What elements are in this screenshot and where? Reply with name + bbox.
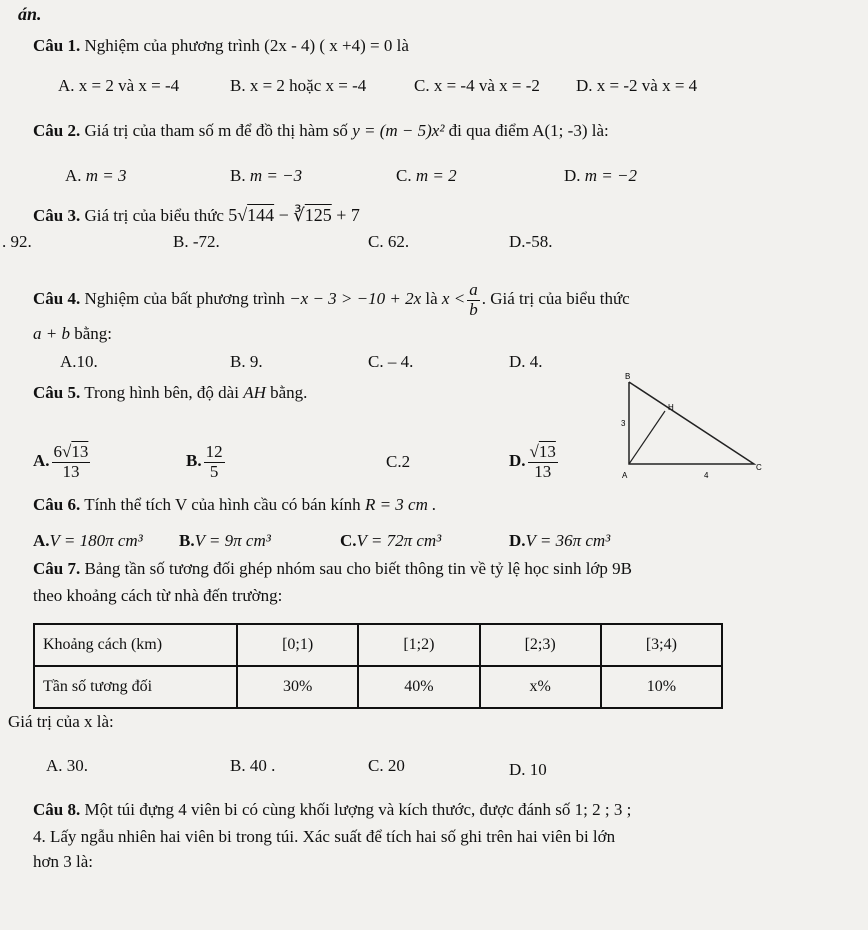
q6-option-c[interactable] <box>340 531 441 551</box>
question-5-label: Câu 5. <box>33 383 81 402</box>
question-5-text: Trong hình bên, độ dài <box>84 383 239 402</box>
question-3-expression: 5√144 − ∛125 + 7 <box>228 205 360 225</box>
question-4-inequality: −x − 3 > −10 + 2x <box>289 289 422 309</box>
question-7-line1: Bảng tần số tương đối ghép nhóm sau cho biết thông tin về tỷ lệ học sinh lớp 9B <box>84 559 633 578</box>
q1-option-a-text: x = 2 và x = -4 <box>78 76 180 95</box>
question-8-line3: hơn 3 là: <box>33 852 93 871</box>
question-5-ah: AH <box>243 383 266 402</box>
question-2-label: Câu 2. <box>33 121 81 140</box>
q4-option-c[interactable]: C. – 4. <box>368 352 414 371</box>
q5-option-a-label: A. <box>33 451 50 471</box>
label-h: H <box>668 403 674 412</box>
q5-option-a-fraction: $\frac{6√13}{13}$ <box>53 442 89 481</box>
q2-option-a[interactable] <box>65 166 127 186</box>
label-c: C <box>756 463 762 472</box>
question-8-line2: 4. Lấy ngẫu nhiên hai viên bi trong túi. Xác suất để tích hai số ghi trên hai viên bi lớn <box>33 827 616 846</box>
q3-option-a[interactable]: . 92. <box>2 232 32 251</box>
q2-option-b[interactable] <box>230 166 302 186</box>
table-cell: [2;3) <box>480 624 601 666</box>
table-cell: 40% <box>358 666 479 708</box>
question-4 <box>33 281 630 319</box>
q7-option-c[interactable]: C. 20 <box>368 756 405 775</box>
question-3-text: Giá trị của biểu thức <box>84 206 224 225</box>
q4-option-a[interactable]: A.10. <box>60 352 98 371</box>
q2-option-b-label: B. <box>230 166 246 185</box>
q7-option-a[interactable]: A. 30. <box>46 756 89 775</box>
question-4-x-lt: x < <box>441 289 466 309</box>
question-7-line2: theo khoảng cách từ nhà đến trường: <box>33 586 283 605</box>
question-7-after: Giá trị của x là: <box>8 712 114 731</box>
q5-option-d-label: D. <box>509 451 526 471</box>
q5-option-b[interactable] <box>186 443 227 481</box>
q2-option-b-text: m = −3 <box>249 166 303 185</box>
q3-option-c[interactable]: C. 62. <box>368 232 410 251</box>
question-1 <box>33 36 409 56</box>
q1-option-b[interactable] <box>230 76 366 96</box>
question-5 <box>33 383 307 403</box>
side-ab-length: 3 <box>621 419 626 428</box>
question-4-fraction: $\frac{a}{b}$ <box>469 280 478 319</box>
question-7-label: Câu 7. <box>33 559 81 578</box>
table-cell: [0;1) <box>237 624 358 666</box>
q6-option-a-text: V = 180π cm³ <box>49 531 143 550</box>
q5-option-b-label: B. <box>186 451 202 471</box>
q6-option-a[interactable] <box>33 531 143 551</box>
question-3 <box>33 205 360 226</box>
q1-option-d-label: D. <box>576 76 593 95</box>
altitude-ah <box>629 411 665 464</box>
question-8-label: Câu 8. <box>33 800 81 819</box>
q2-option-a-label: A. <box>65 166 82 185</box>
question-2 <box>33 121 609 141</box>
q2-option-c-text: m = 2 <box>415 166 457 185</box>
q7-option-b[interactable]: B. 40 . <box>230 756 276 775</box>
question-6-label: Câu 6. <box>33 495 81 514</box>
question-6 <box>33 495 436 515</box>
q2-option-d-label: D. <box>564 166 581 185</box>
q2-option-d-text: m = −2 <box>584 166 638 185</box>
question-4-text: Nghiệm của bất phương trình <box>84 289 285 309</box>
question-3-label: Câu 3. <box>33 206 81 225</box>
q6-option-a-label: A. <box>33 531 50 550</box>
table-cell: 30% <box>237 666 358 708</box>
q1-option-b-label: B. <box>230 76 246 95</box>
q1-option-a-label: A. <box>58 76 75 95</box>
q5-option-a[interactable] <box>33 443 92 481</box>
q2-option-a-text: m = 3 <box>85 166 127 185</box>
question-4-line2-expr: a + b <box>33 324 70 343</box>
q2-option-c[interactable] <box>396 166 457 186</box>
question-4-line2 <box>33 324 112 344</box>
q5-option-d[interactable] <box>509 443 560 481</box>
table-cell: [1;2) <box>358 624 479 666</box>
q4-option-b[interactable]: B. 9. <box>230 352 263 371</box>
question-2-text: Giá trị của tham số m để đồ thị hàm số <box>84 121 348 140</box>
table-cell: 10% <box>601 666 722 708</box>
question-8-line1: Một túi đựng 4 viên bi có cùng khối lượng và kích thước, được đánh số 1; 2 ; 3 ; <box>84 800 632 819</box>
question-2-formula: y = (m − 5)x² <box>352 121 445 140</box>
header-fragment: án. <box>18 4 42 24</box>
q3-option-d[interactable]: D.-58. <box>509 232 553 251</box>
q6-option-b[interactable] <box>179 531 271 551</box>
question-4-text-after: . Giá trị của biểu thức <box>481 289 630 309</box>
q6-option-d[interactable] <box>509 531 610 551</box>
q6-option-c-label: C. <box>340 531 357 550</box>
q3-option-b[interactable]: B. -72. <box>173 232 220 251</box>
q1-option-c-text: x = -4 và x = -2 <box>433 76 540 95</box>
question-1-text: Nghiệm của phương trình (2x - 4) ( x +4) = 0 là <box>84 36 409 55</box>
question-4-label: Câu 4. <box>33 289 81 309</box>
question-4-text-mid: là <box>425 289 438 309</box>
triangle-figure <box>612 370 762 485</box>
label-a: A <box>622 471 628 480</box>
question-4-line2-text: bằng: <box>74 324 113 343</box>
q2-option-c-label: C. <box>396 166 412 185</box>
table-cell: Tần số tương đối <box>34 666 237 708</box>
q5-option-b-fraction: $\frac{12}{5}$ <box>205 442 223 481</box>
frequency-table <box>33 623 723 709</box>
question-2-text-after: đi qua điểm A(1; -3) là: <box>448 121 609 140</box>
q1-option-b-text: x = 2 hoặc x = -4 <box>249 76 367 95</box>
table-row <box>34 666 722 708</box>
q6-option-d-label: D. <box>509 531 526 550</box>
triangle-outline <box>629 382 754 464</box>
q1-option-c[interactable] <box>414 76 540 96</box>
table-cell: x% <box>480 666 601 708</box>
label-b: B <box>625 372 631 381</box>
q6-option-d-text: V = 36π cm³ <box>525 531 611 550</box>
question-5-text-after: bằng. <box>270 383 308 402</box>
table-row <box>34 624 722 666</box>
q1-option-d-text: x = -2 và x = 4 <box>596 76 698 95</box>
question-6-radius: R = 3 cm . <box>364 495 437 514</box>
q4-option-d[interactable]: D. 4. <box>509 352 543 371</box>
question-1-label: Câu 1. <box>33 36 81 55</box>
q2-option-d[interactable] <box>564 166 637 186</box>
table-cell: Khoảng cách (km) <box>34 624 237 666</box>
q1-option-c-label: C. <box>414 76 430 95</box>
table-cell: [3;4) <box>601 624 722 666</box>
question-7 <box>33 559 632 579</box>
q6-option-b-text: V = 9π cm³ <box>194 531 271 550</box>
question-8 <box>33 800 631 820</box>
q6-option-b-label: B. <box>179 531 195 550</box>
question-6-text: Tính thể tích V của hình cầu có bán kính <box>84 495 361 514</box>
q5-option-c[interactable]: C.2 <box>386 452 411 471</box>
q5-option-d-fraction: $\frac{√13}{13}$ <box>529 442 556 481</box>
q7-option-d[interactable]: D. 10 <box>509 760 547 779</box>
q1-option-a[interactable] <box>58 76 179 96</box>
side-ac-length: 4 <box>704 471 709 480</box>
q1-option-d[interactable] <box>576 76 697 96</box>
q6-option-c-text: V = 72π cm³ <box>356 531 442 550</box>
